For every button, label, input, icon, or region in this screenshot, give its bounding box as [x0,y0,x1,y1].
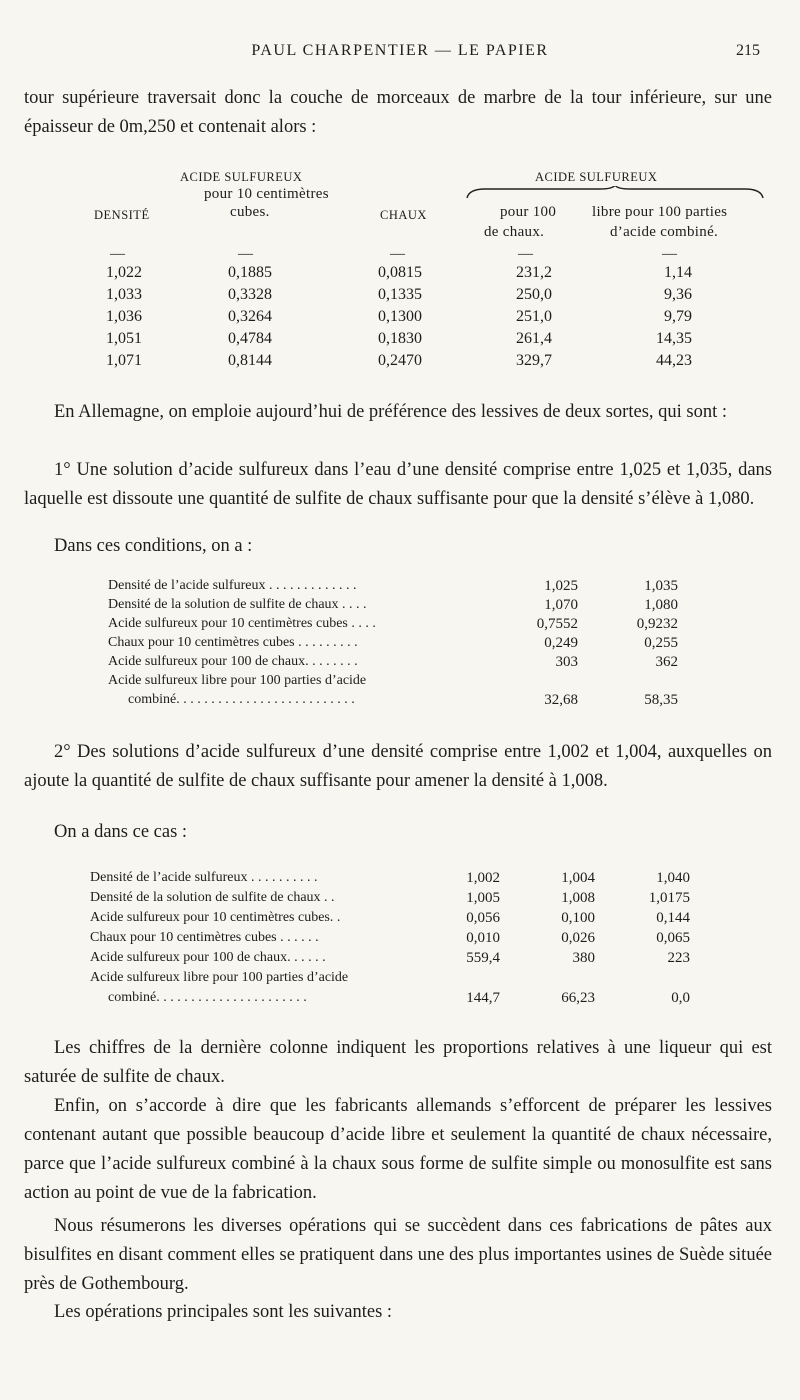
cell: 1,036 [106,308,142,325]
cell: 250,0 [516,286,552,303]
col-header-acide-sub1: pour 10 centimètres [204,186,329,202]
cell: 231,2 [516,264,552,281]
cell: 0,1300 [378,308,422,325]
cell: 9,36 [664,286,692,303]
page-header [0,42,800,66]
col-header-acide-sub2: cubes. [230,204,270,220]
paragraph-summary: Nous résumerons les diverses opérations qui se succèdent dans ces fabrications de pâtes aux bisulfites en disant comment elles se pratiquent dans une des plus importantes usines de Suède située près de Gothembourg. [24,1216,772,1294]
cell: 261,4 [516,330,552,347]
running-title: PAUL CHARPENTIER — LE PAPIER [251,42,549,59]
cell: 1,033 [106,286,142,303]
paragraph-germany: En Allemagne, on emploie aujourd’hui de préférence des lessives de deux sortes, qui sont : [54,402,728,422]
cell: 0,1335 [378,286,422,303]
cell: 0,4784 [228,330,272,347]
page-number: 215 [736,42,760,59]
cell: 251,0 [516,308,552,325]
cell: 0,3328 [228,286,272,303]
cell: 1,022 [106,264,142,281]
cell: 44,23 [656,352,692,369]
brace-icon [465,186,765,200]
paragraph-main-ops: Les opérations principales sont les suivantes : [54,1302,393,1322]
col-header-libre: libre pour 100 parties [592,204,728,220]
cell: 0,0815 [378,264,422,281]
col-header-pour100: pour 100 [500,204,557,220]
cell: 0,3264 [228,308,272,325]
dash: — [238,246,253,262]
dash: — [390,246,405,262]
paragraph-second: 2° Des solutions d’acide sulfureux d’une densité comprise entre 1,002 et 1,004, auxquelles on ajoute la quantité de sulfite de chaux suffisante pour amener la densité à 1,008. [24,742,772,791]
cell: 0,1885 [228,264,272,281]
col-header-acide: ACIDE SULFUREUX [180,170,303,184]
cell: 1,051 [106,330,142,347]
paragraph-finally: Enfin, on s’accorde à dire que les fabricants allemands s’efforcent de préparer les lessives contenant autant que possible beaucoup d’acide libre et seulement la quantité de chaux nécessaire, parce que l’acide sulfureux combiné à la chaux sous forme de sulfite simple ou monosulfite est sans action au point de vue de la fabrication. [24,1096,772,1203]
col-header-chaux: CHAUX [380,208,427,222]
cell: 9,79 [664,308,692,325]
cell: 14,35 [656,330,692,347]
cell: 0,8144 [228,352,272,369]
table-conditions-2: Densité de l’acide sulfureux . . . . . . . . . . 1,002 1,004 1,040 Densité de la solution de sulfite de chaux . . 1,005 1,008 1,0175 Acide sulfureux pour 10 centimètres cubes. . 0,056 0,100 0,144 Chaux pour 10 centimètres cubes . . . . . . 0,010 0,026 0,065 Acide sulfureux pour 100 de chaux. . . . . . 559,4 380 223 Acide sulfureux libre pour 100 parties d’acide combiné. . . . . . . . . . . . . . . . . . . . . . 144,7 66,23 0,0 [90,870,690,1006]
col-header-dechaux: de chaux. [484,224,545,240]
paragraph-conditions-1: Dans ces conditions, on a : [54,536,253,556]
col-header-densite: DENSITÉ [94,208,150,222]
paragraph-conditions-2: On a dans ce cas : [54,822,188,842]
cell: 329,7 [516,352,552,369]
paragraph-first: 1° Une solution d’acide sulfureux dans l’eau d’une densité comprise entre 1,025 et 1,035, dans laquelle est dissoute une quantité de sulfite de chaux suffisante pour que la densité s’élève à 1,080. [24,460,772,509]
col-header-acide-group: ACIDE SULFUREUX [535,170,658,184]
dash: — [662,246,677,262]
paragraph-last-column: Les chiffres de la dernière colonne indiquent les proportions relatives à une liqueur qui est saturée de sulfite de chaux. [24,1038,772,1087]
cell: 0,1830 [378,330,422,347]
paragraph-intro: tour supérieure traversait donc la couche de morceaux de marbre de la tour inférieure, sur une épaisseur de 0m,250 et contenait alors : [24,88,772,137]
cell: 0,2470 [378,352,422,369]
cell: 1,14 [664,264,692,281]
table-conditions-1: Densité de l’acide sulfureux . . . . . . . . . . . . . 1,025 1,035 Densité de la solution de sulfite de chaux . . . . 1,070 1,080 Acide sulfureux pour 10 centimètres cubes . . . . 0,7552 0,9232 Chaux pour 10 centimètres cubes . . . . . . . . . 0,249 0,255 Acide sulfureux pour 100 de chaux. . . . . . . . 303 362 Acide sulfureux libre pour 100 parties d’acide combiné. . . . . . . . . . . . . . . . . . . . . . . . . . 32,68 58,35 [108,578,678,708]
dash: — [110,246,125,262]
cell: 1,071 [106,352,142,369]
col-header-combine: d’acide combiné. [610,224,719,240]
dash: — [518,246,533,262]
